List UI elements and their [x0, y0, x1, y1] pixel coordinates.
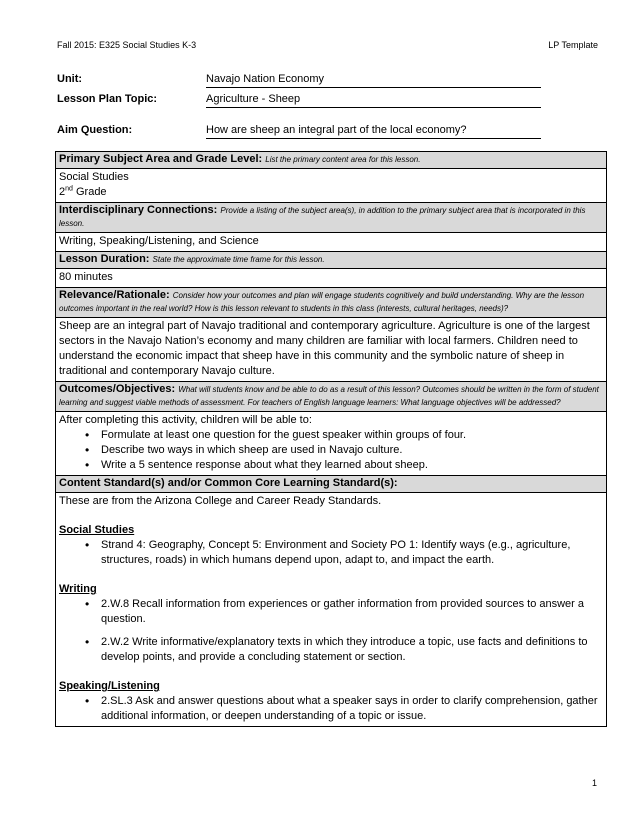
- primary-subject-hint: List the primary content area for this lesson.: [265, 155, 421, 164]
- outcomes-title: Outcomes/Objectives:: [59, 383, 176, 395]
- relevance-hint: Consider how your outcomes and plan will engage students cognitively and build understanding. Why are the lesson outcomes important in the real world? How is this lesson relevant to students in this class (interests, cultural heritages, needs)?: [59, 291, 585, 313]
- unit-value: Navajo Nation Economy: [206, 73, 541, 88]
- standards-header: [56, 476, 606, 493]
- grade-line: [59, 185, 603, 200]
- grade-number: 2: [59, 186, 66, 198]
- subject-line: Social Studies: [59, 171, 129, 183]
- list-item: • 2.W.8 Recall information from experiences or gather information from provided sources to answer a question.: [101, 597, 603, 627]
- list-item: • Strand 4: Geography, Concept 5: Environment and Society PO 1: Identify ways (e.g., agriculture, structures, roads) in which humans depend upon, adapt to, and impact the earth.: [101, 538, 603, 568]
- list-item: • 2.SL.3 Ask and answer questions about what a speaker says in order to clarify comprehension, gather additional information, or deepen understanding of a topic or issue.: [101, 694, 603, 724]
- aim-row: [57, 124, 541, 144]
- standards-body: [56, 493, 606, 726]
- duration-hint: State the approximate time frame for this lesson.: [152, 255, 325, 264]
- outcomes-hint: What will students know and be able to do as a result of this lesson? Outcomes should be written in the form of student learning and suggest viable methods of assessment. For teachers of English language learners: What language objectives will be addressed?: [59, 385, 599, 407]
- outcomes-intro: After completing this activity, children will be able to:: [59, 414, 312, 426]
- writing-heading: Writing: [59, 583, 97, 595]
- topic-label: Lesson Plan Topic:: [57, 93, 158, 105]
- aim-value: How are sheep an integral part of the local economy?: [206, 124, 541, 139]
- topic-value: Agriculture - Sheep: [206, 93, 541, 108]
- outcomes-list: [59, 428, 603, 473]
- duration-header: [56, 252, 606, 269]
- template-header: LP Template: [548, 40, 598, 50]
- relevance-title: Relevance/Rationale:: [59, 289, 170, 301]
- topic-row: [57, 93, 541, 113]
- aim-label: Aim Question:: [57, 124, 133, 136]
- page-number: 1: [591, 778, 597, 788]
- relevance-header: [56, 288, 606, 318]
- course-header: Fall 2015: E325 Social Studies K-3: [57, 40, 197, 50]
- list-item: • Write a 5 sentence response about what they learned about sheep.: [101, 458, 603, 473]
- social-studies-list: [59, 538, 603, 568]
- grade-suffix: nd: [65, 185, 73, 193]
- duration-title: Lesson Duration:: [59, 253, 150, 265]
- unit-row: [57, 73, 541, 93]
- speaking-listening-list: [59, 694, 603, 724]
- lesson-plan-table: [55, 151, 607, 727]
- outcomes-body: [56, 412, 606, 476]
- writing-list: [59, 597, 603, 665]
- standards-title: Content Standard(s) and/or Common Core Learning Standard(s):: [59, 477, 398, 489]
- speaking-listening-heading: Speaking/Listening: [59, 680, 160, 692]
- outcomes-header: [56, 382, 606, 412]
- page-header: [57, 40, 598, 54]
- primary-subject-body: [56, 169, 606, 203]
- interdisciplinary-hint: Provide a listing of the subject area(s), in addition to the primary subject area that is incorporated in this lesson.: [59, 206, 586, 228]
- interdisciplinary-title: Interdisciplinary Connections:: [59, 204, 218, 216]
- list-item: • 2.W.2 Write informative/explanatory texts in which they introduce a topic, use facts and definitions to develop points, and provide a concluding statement or section.: [101, 635, 603, 665]
- primary-subject-header: [56, 152, 606, 169]
- duration-body: 80 minutes: [56, 269, 606, 288]
- social-studies-heading: Social Studies: [59, 524, 135, 536]
- interdisciplinary-header: [56, 203, 606, 233]
- primary-subject-title: Primary Subject Area and Grade Level:: [59, 153, 263, 165]
- list-spacer: [101, 627, 603, 635]
- grade-text: Grade: [72, 186, 107, 198]
- relevance-body: Sheep are an integral part of Navajo traditional and contemporary agriculture. Agriculture is one of the largest sectors in the Navajo Nation’s economy and many children are familiar with local farmers. Children need to understand the economic impact that sheep have in this community and the symbolic nature of sheep in traditional and contemporary Navajo culture.: [56, 318, 606, 382]
- standards-intro: These are from the Arizona College and Career Ready Standards.: [59, 495, 382, 507]
- list-item: • Formulate at least one question for the guest speaker within groups of four.: [101, 428, 603, 443]
- list-item: • Describe two ways in which sheep are used in Navajo culture.: [101, 443, 603, 458]
- unit-label: Unit:: [57, 73, 83, 85]
- interdisciplinary-body: Writing, Speaking/Listening, and Science: [56, 233, 606, 252]
